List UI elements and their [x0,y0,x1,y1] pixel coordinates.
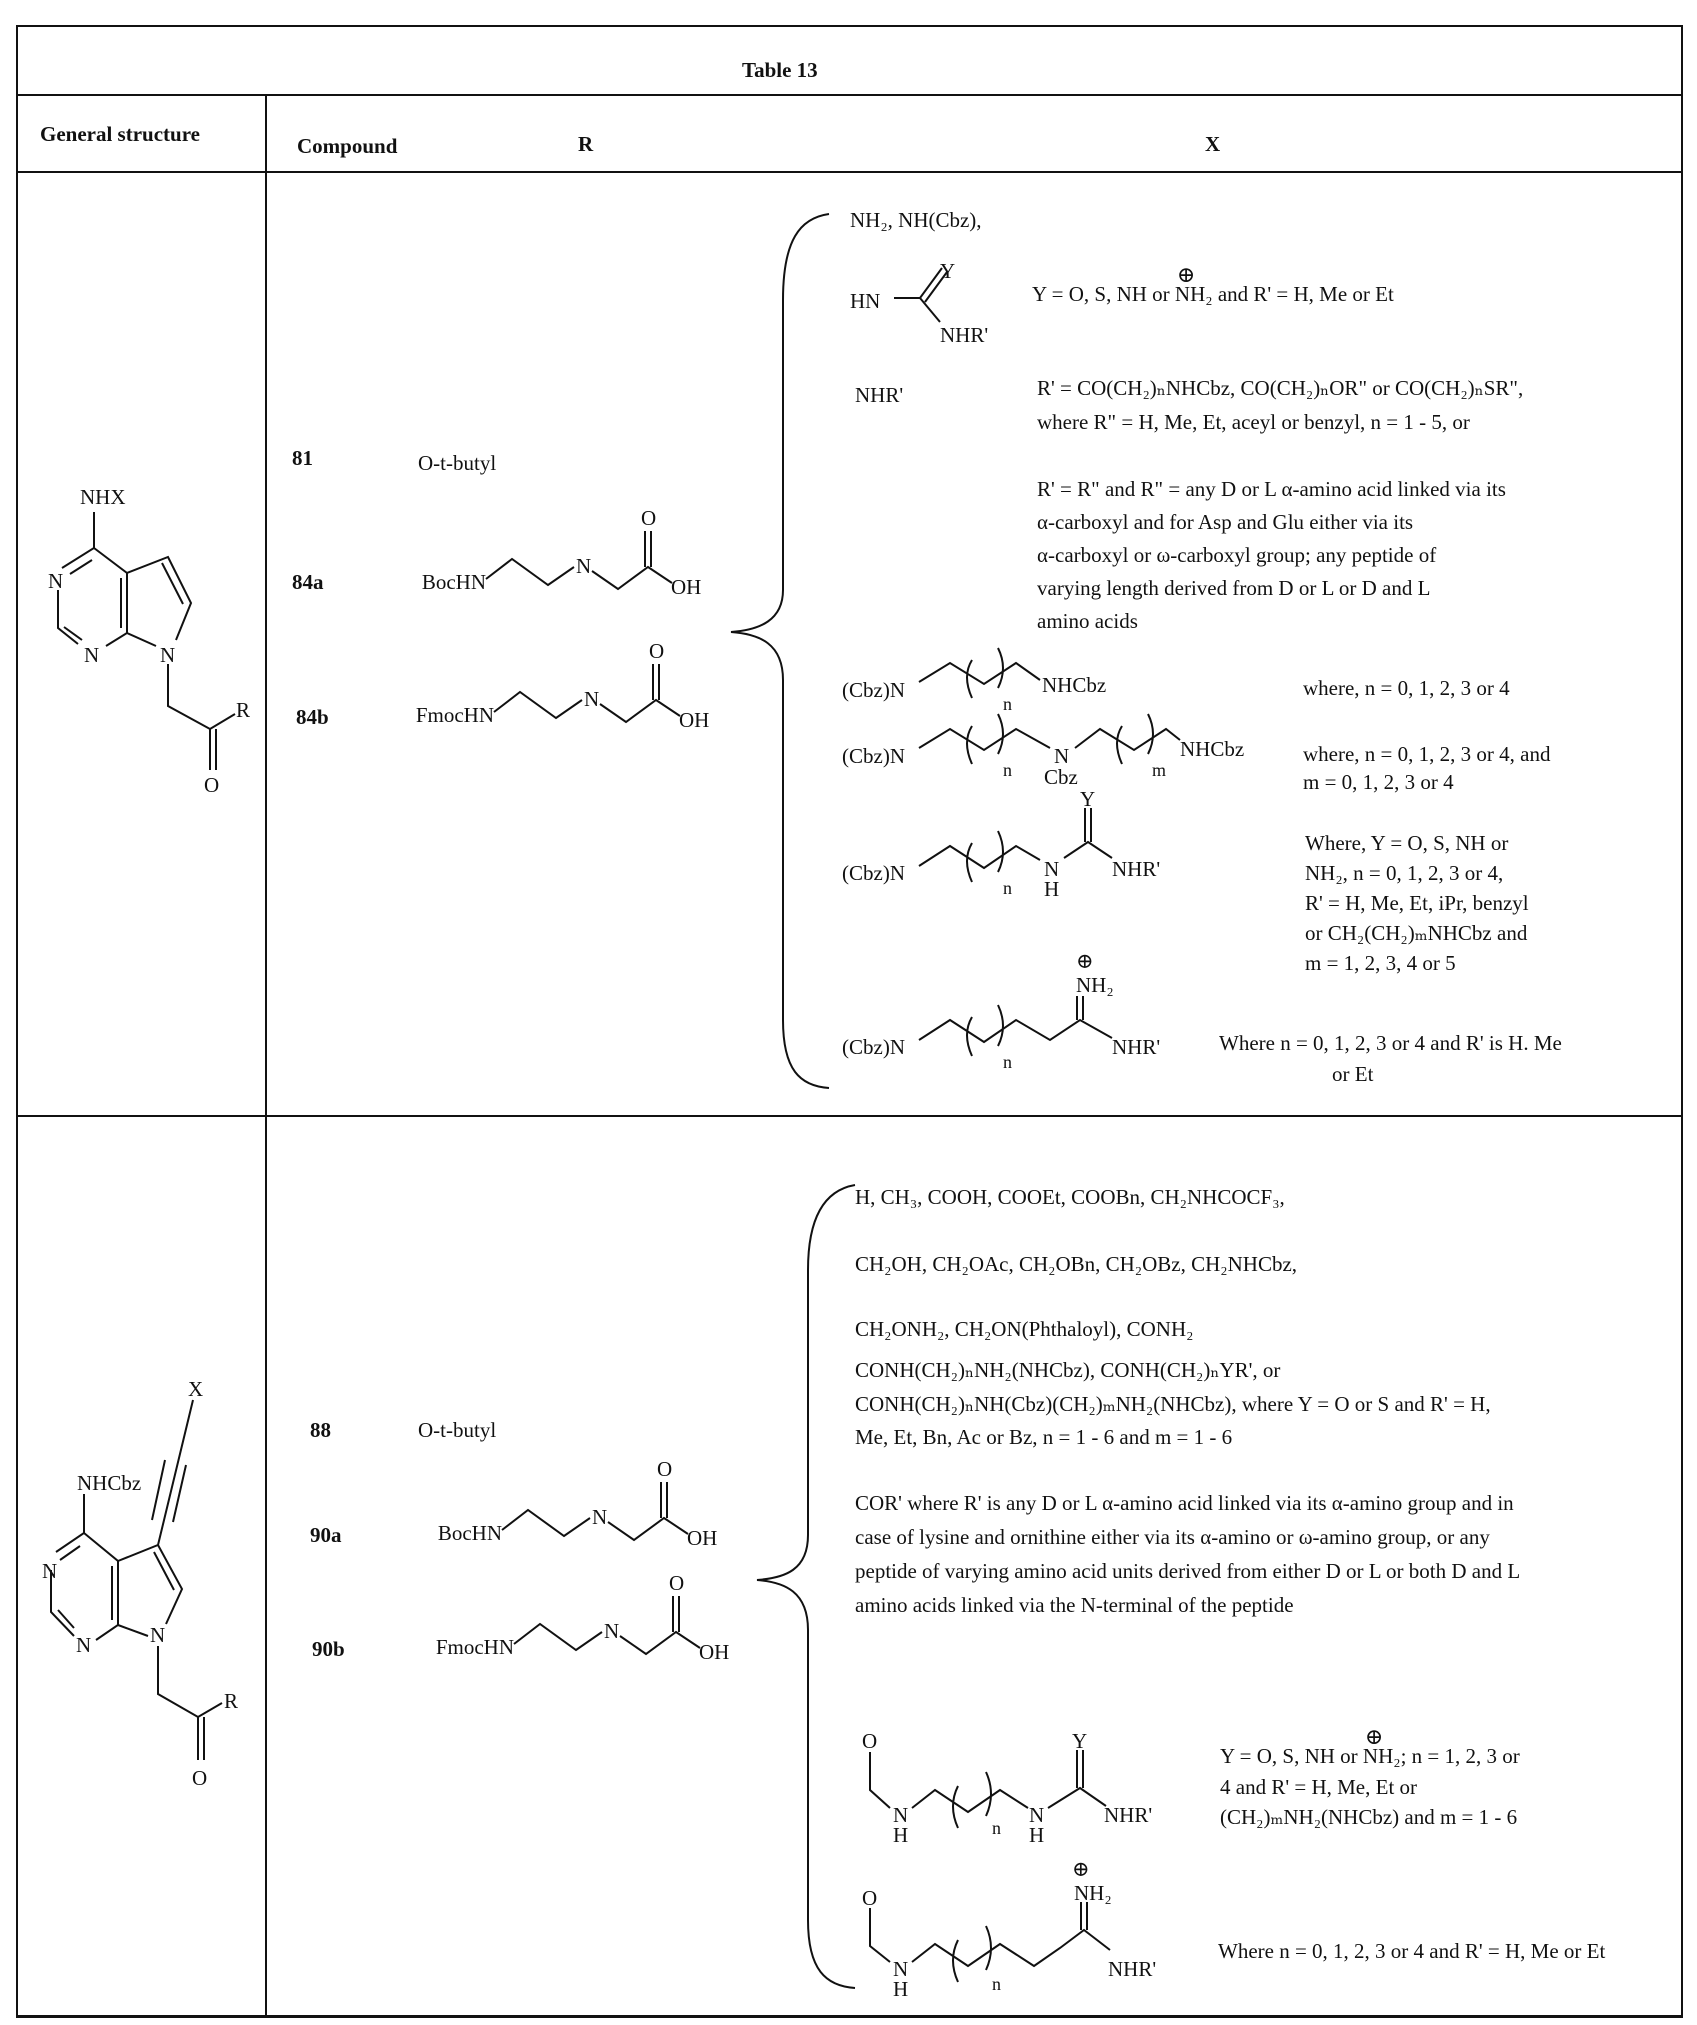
atom-label: FmocHN [436,1635,514,1659]
chain2-structure [842,714,1244,789]
chain1-desc: where, n = 0, 1, 2, 3 or 4 [1303,672,1510,705]
subscript-label: n [1003,878,1012,898]
atom-label: Y [1072,1729,1087,1753]
x-cor-desc-line: peptide of varying amino acid units derived from either D or L or both D and L [855,1555,1520,1588]
x-cor-desc-line: amino acids linked via the N-terminal of the peptide [855,1589,1294,1622]
atom-label: NHCbz [1042,673,1106,697]
desc-text: NH₂ [1363,1744,1401,1768]
atom-label: N [576,554,591,578]
atom-label: OH [671,575,701,599]
atom-label: BocHN [438,1521,502,1545]
subscript-label: n [992,1818,1001,1838]
atom-label: NHCbz [1180,737,1244,761]
atom-label: H [1044,877,1059,901]
guanidine-structure [850,259,988,347]
compound-id: 90a [310,1519,342,1552]
chain3-structure [842,787,1160,901]
x-nhr-desc-line: where R" = H, Me, Et, aceyl or benzyl, n = 1 - 5, or [1037,406,1470,439]
chain4-structure [842,949,1160,1072]
atom-label: NHR' [1104,1803,1152,1827]
plus-charge-icon: ⊕ [1365,1720,1383,1753]
chain3-desc: R' = H, Me, Et, iPr, benzyl [1305,887,1529,920]
r-group-structure-84a [422,506,702,599]
plus-charge-icon: ⊕ [1076,949,1094,973]
desc-text: NH₂ [1175,282,1213,306]
r-group-structure-84b [416,639,710,732]
atom-label: O [669,1571,684,1595]
x-aa-desc-line: R' = R" and R" = any D or L α-amino acid linked via its [1037,473,1506,506]
desc-text: ; n = 1, 2, 3 or [1401,1744,1520,1768]
atom-label: (Cbz)N [842,1035,905,1059]
atom-label: N [604,1619,619,1643]
x-cor-desc-line: COR' where R' is any D or L α-amino acid linked via its α-amino group and in [855,1487,1514,1520]
atom-label: BocHN [422,570,486,594]
chemical-structures [0,0,1697,2025]
compound-id: 90b [312,1633,345,1666]
atom-label: OH [687,1526,717,1550]
chain6-desc: Where n = 0, 1, 2, 3 or 4 and R' = H, Me or Et [1218,1935,1605,1968]
chain1-structure [842,648,1106,714]
atom-label: NHR' [1112,857,1160,881]
atom-label: N [1029,1803,1044,1827]
atom-label: OH [679,708,709,732]
r-group-structure-90b [436,1571,730,1664]
chain3-desc: Where, Y = O, S, NH or [1305,827,1508,860]
atom-label: O [649,639,664,663]
atom-label: N [84,643,99,667]
r-group-value: O-t-butyl [418,447,496,480]
atom-label: Y [940,259,955,283]
brace-row1 [731,214,829,1088]
x-option-line: H, CH₃, COOH, COOEt, COOBn, CH₂NHCOCF₃, [855,1181,1285,1214]
compound-id: 84b [296,701,329,734]
x-aa-desc-line: amino acids [1037,605,1138,638]
plus-charge-icon: ⊕ [1177,258,1195,291]
atom-label: R [224,1689,238,1713]
chain5-structure [862,1729,1152,1847]
chain2-desc: m = 0, 1, 2, 3 or 4 [1303,766,1454,799]
brace-row2 [757,1185,855,1988]
atom-label: X [188,1377,203,1401]
chain3-desc: or CH₂(CH₂)ₘNHCbz and [1305,917,1527,950]
x-option-line: CONH(CH₂)ₙNH(Cbz)(CH₂)ₘNH₂(NHCbz), where Y = O or S and R' = H, [855,1388,1491,1421]
atom-label: N [893,1957,908,1981]
atom-label: (Cbz)N [842,861,905,885]
atom-label: OH [699,1640,729,1664]
atom-label: N [76,1633,91,1657]
x-option-line: Me, Et, Bn, Ac or Bz, n = 1 - 6 and m = 1 - 6 [855,1421,1232,1454]
atom-label: NHR' [1108,1957,1156,1981]
compound-id: 81 [292,442,313,475]
pyrrolopyrimidine-structure-row1 [48,485,250,797]
x-aa-desc-line: α-carboxyl and for Asp and Glu either via its [1037,506,1413,539]
atom-label: O [204,773,219,797]
chain5-desc: 4 and R' = H, Me, Et or [1220,1771,1417,1804]
x-nhr-desc-line: R' = CO(CH₂)ₙNHCbz, CO(CH₂)ₙOR" or CO(CH₂)ₙSR", [1037,372,1523,405]
subscript-label: n [1003,760,1012,780]
x-aa-desc-line: α-carboxyl or ω-carboxyl group; any peptide of [1037,539,1436,572]
atom-label: N [893,1803,908,1827]
r-group-value: O-t-butyl [418,1414,496,1447]
chain4-desc: or Et [1332,1058,1373,1091]
atom-label: NH₂ [1076,973,1114,997]
atom-label: HN [850,289,880,313]
atom-label: NHCbz [77,1471,141,1495]
r-group-structure-90a [438,1457,718,1550]
atom-label: O [641,506,656,530]
subscript-label: m [1152,760,1166,780]
x-option-line: CH₂OH, CH₂OAc, CH₂OBn, CH₂OBz, CH₂NHCbz, [855,1248,1297,1281]
atom-label: NHR' [940,323,988,347]
atom-label: O [192,1766,207,1790]
desc-text: and R' = H, Me or Et [1213,282,1394,306]
table-title: Table 13 [742,54,818,87]
atom-label: H [893,1977,908,2001]
atom-label: N [1044,857,1059,881]
atom-label: N [42,1559,57,1583]
x-option-nhr: NHR' [855,379,903,412]
atom-label: (Cbz)N [842,744,905,768]
chain4-desc: Where n = 0, 1, 2, 3 or 4 and R' is H. Me [1219,1027,1562,1060]
compound-id: 88 [310,1414,331,1447]
atom-label: R [236,698,250,722]
chain5-desc: (CH₂)ₘNH₂(NHCbz) and m = 1 - 6 [1220,1801,1517,1834]
header-general-structure: General structure [40,118,200,151]
atom-label: O [862,1886,877,1910]
subscript-label: n [992,1974,1001,1994]
subscript-label: n [1003,694,1012,714]
subscript-label: n [1003,1052,1012,1072]
atom-label: O [862,1729,877,1753]
x-option-amines: NH₂, NH(Cbz), [850,204,982,237]
chain6-structure [862,1857,1156,2001]
atom-label: N [160,643,175,667]
chain3-desc: m = 1, 2, 3, 4 or 5 [1305,947,1456,980]
atom-label: NH₂ [1074,1881,1112,1905]
atom-label: N [1054,744,1069,768]
x-cor-desc-line: case of lysine and ornithine either via its α-amino or ω-amino group, or any [855,1521,1490,1554]
atom-label: Y [1080,787,1095,811]
atom-label: N [150,1623,165,1647]
atom-label: N [592,1505,607,1529]
x-option-line: CONH(CH₂)ₙNH₂(NHCbz), CONH(CH₂)ₙYR', or [855,1354,1280,1387]
atom-label: Cbz [1044,765,1078,789]
chain3-desc: NH₂, n = 0, 1, 2, 3 or 4, [1305,857,1503,890]
header-x: X [1205,128,1220,161]
alkynyl-pyrrolopyrimidine-structure-row2 [42,1377,238,1790]
atom-label: H [893,1823,908,1847]
atom-label: (Cbz)N [842,678,905,702]
atom-label: NHX [80,485,126,509]
x-option-line: CH₂ONH₂, CH₂ON(Phthaloyl), CONH₂ [855,1313,1193,1346]
atom-label: N [48,569,63,593]
atom-label: FmocHN [416,703,494,727]
plus-charge-icon: ⊕ [1072,1857,1090,1881]
atom-label: H [1029,1823,1044,1847]
header-r: R [578,128,593,161]
atom-label: NHR' [1112,1035,1160,1059]
x-aa-desc-line: varying length derived from D or L or D and L [1037,572,1430,605]
atom-label: N [584,687,599,711]
chain2-desc: where, n = 0, 1, 2, 3 or 4, and [1303,738,1550,771]
header-compound: Compound [297,130,397,163]
desc-text: Y = O, S, NH or [1220,1744,1363,1768]
compound-id: 84a [292,566,324,599]
atom-label: O [657,1457,672,1481]
desc-text: Y = O, S, NH or [1032,282,1175,306]
